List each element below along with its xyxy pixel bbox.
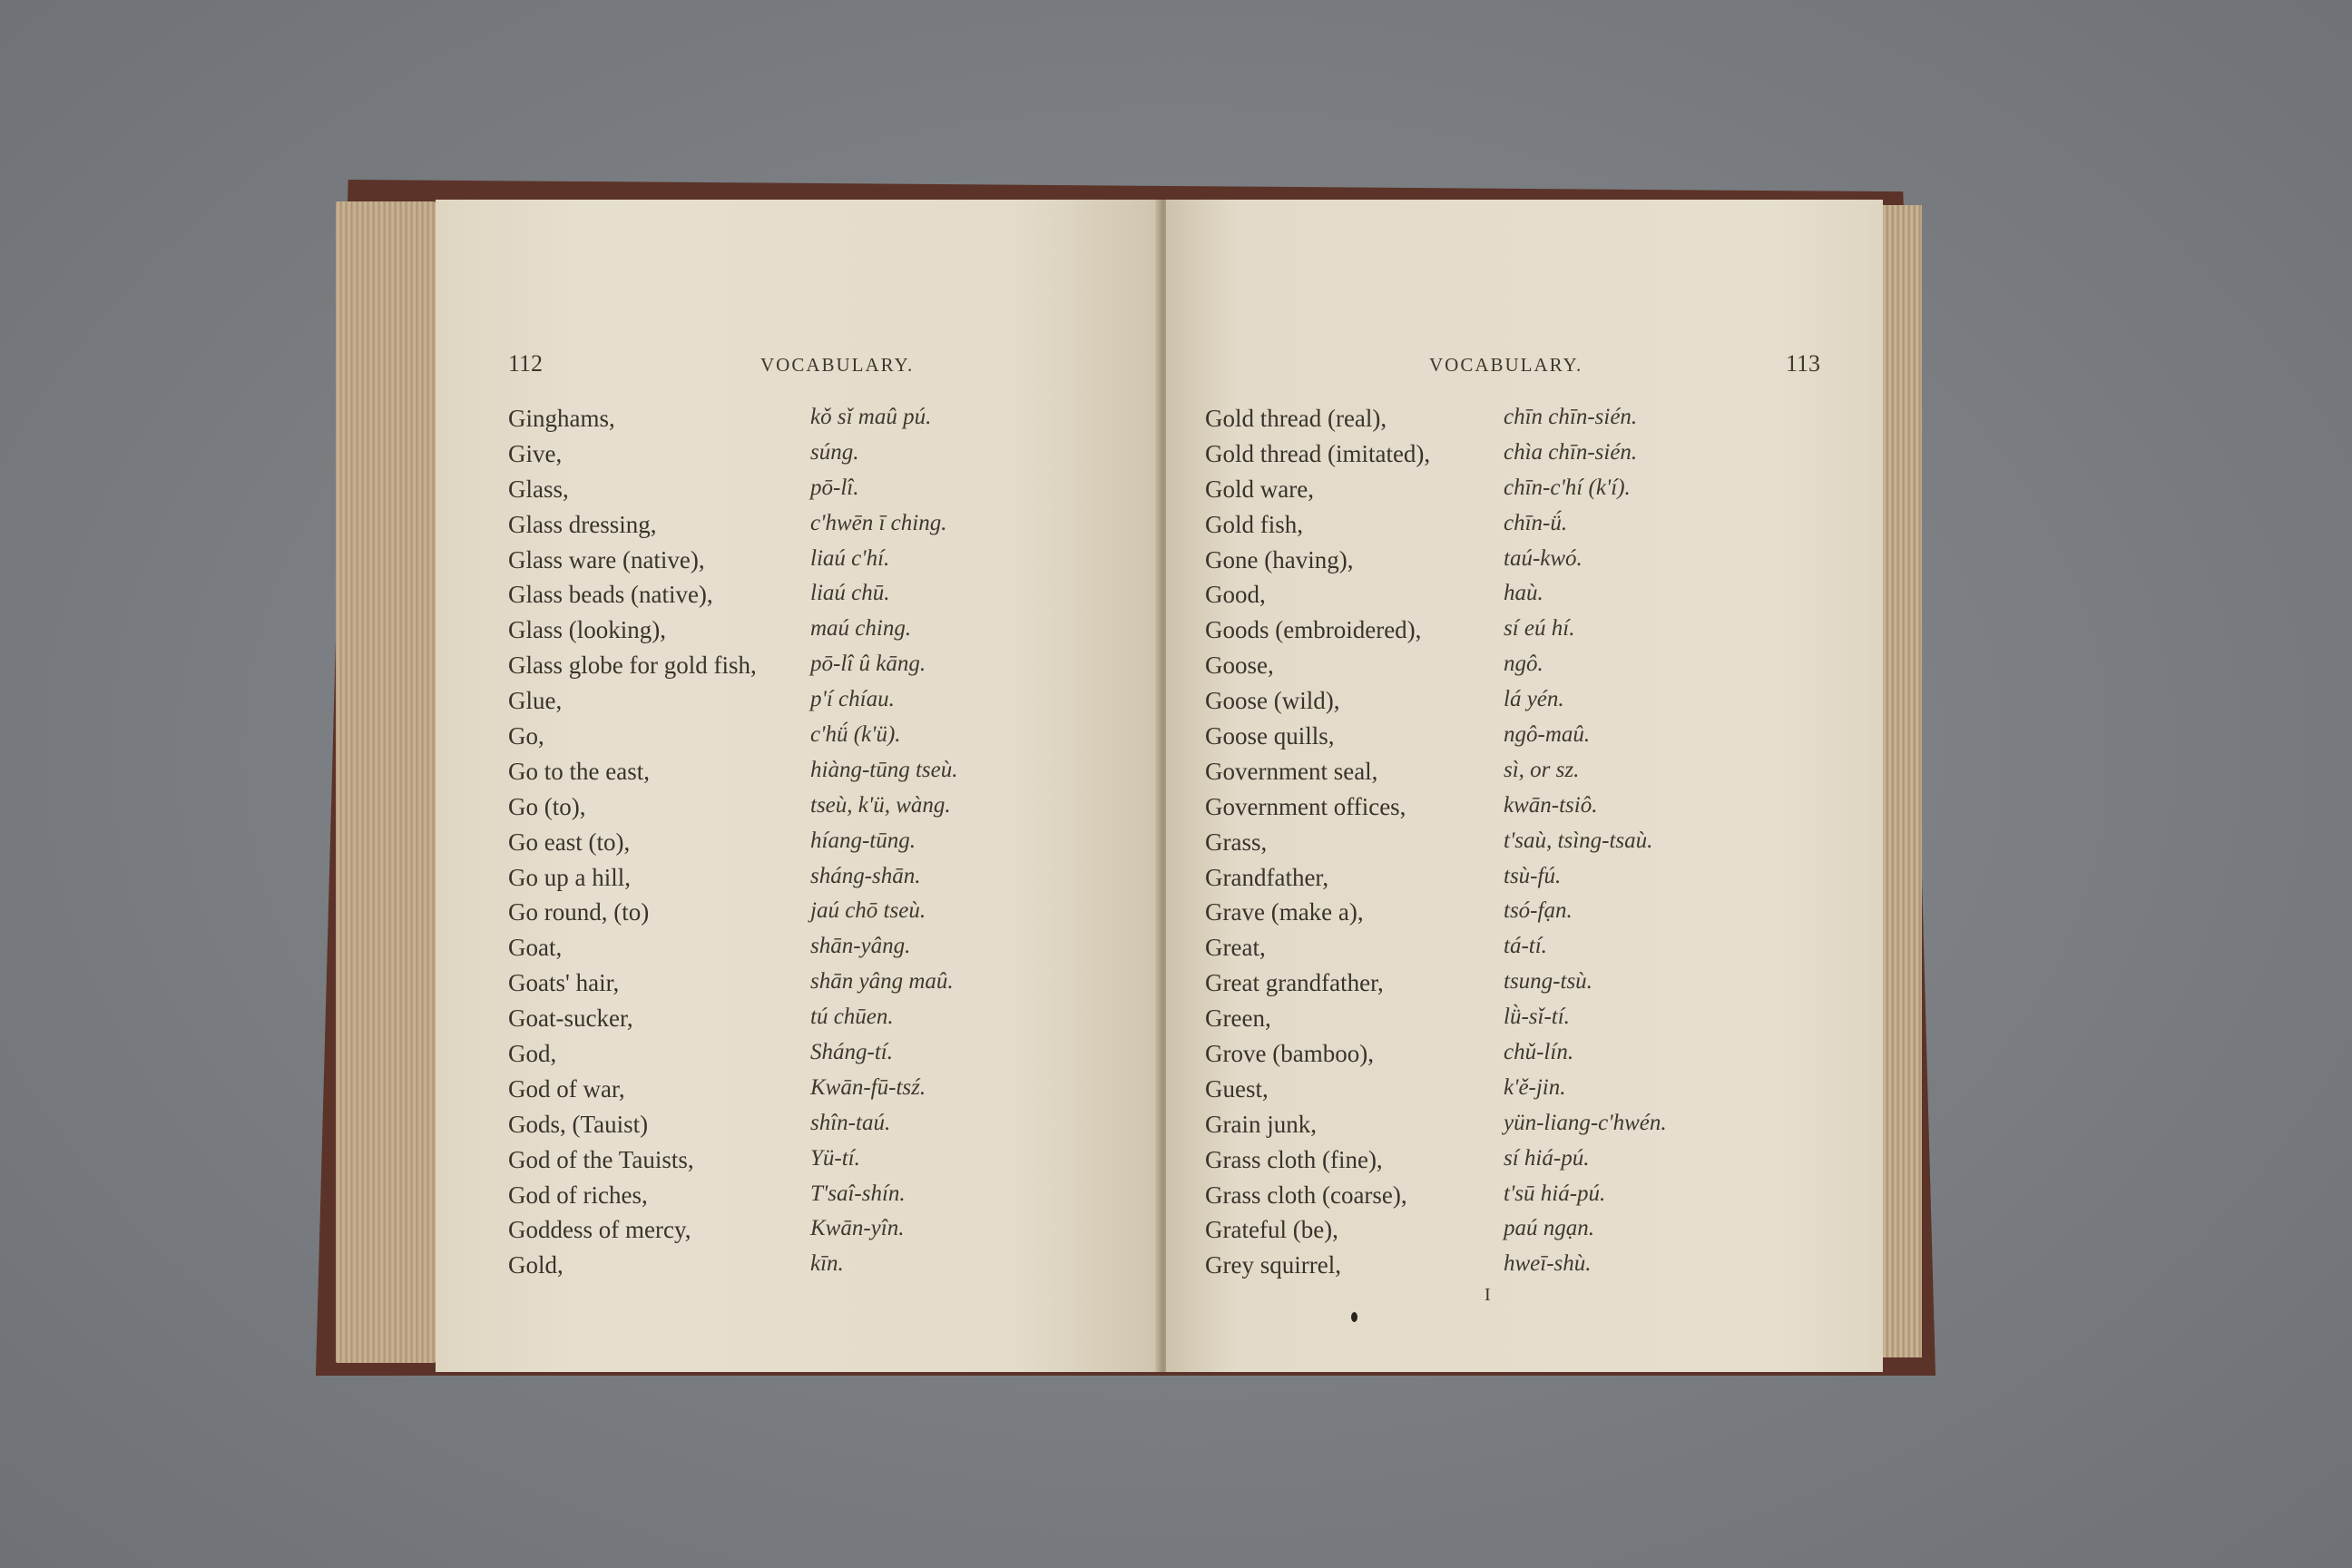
chinese-romanization: ngô. [1504, 652, 1544, 677]
right-page [1166, 200, 1883, 1372]
chinese-romanization: súng. [810, 439, 859, 465]
english-term: God of war, [508, 1074, 625, 1102]
vocabulary-entry [1205, 616, 1883, 652]
chinese-romanization: híang-tūng. [810, 828, 916, 853]
vocabulary-entry [1205, 1216, 1883, 1251]
chinese-romanization: c'hwēn ī ching. [810, 510, 947, 535]
vocabulary-entry [508, 581, 1161, 616]
vocabulary-entry [508, 1040, 1161, 1075]
english-term: Green, [1205, 1004, 1271, 1033]
english-term: Government seal, [1205, 757, 1378, 785]
vocabulary-entry [508, 1075, 1161, 1111]
chinese-romanization: p'í chíau. [810, 687, 895, 712]
vocabulary-entry [508, 1216, 1161, 1251]
vocabulary-entry [1205, 1111, 1883, 1146]
vocabulary-list-right [1205, 405, 1883, 1287]
vocabulary-entry [1205, 898, 1883, 934]
chinese-romanization: tsung-tsù. [1504, 969, 1592, 995]
vocabulary-entry [508, 652, 1161, 687]
vocabulary-entry [508, 864, 1161, 899]
chinese-romanization: sí eú hí. [1504, 616, 1575, 642]
english-term: Gold thread (imitated), [1205, 439, 1431, 467]
chinese-romanization: t'sū hiá-pú. [1504, 1181, 1606, 1206]
english-term: Goose (wild), [1205, 687, 1340, 715]
chinese-romanization: sì, or sz. [1504, 757, 1580, 782]
english-term: Goose, [1205, 652, 1274, 680]
english-term: Gone (having), [1205, 545, 1354, 573]
english-term: Good, [1205, 581, 1266, 609]
vocabulary-entry [508, 511, 1161, 546]
chinese-romanization: chīn chīn-sién. [1504, 405, 1638, 429]
chinese-romanization: Kwān-yîn. [810, 1216, 905, 1241]
ink-spot [1351, 1312, 1357, 1322]
english-term: Glass dressing, [508, 510, 657, 538]
vocabulary-entry [1205, 722, 1883, 758]
chinese-romanization: shîn-taú. [810, 1110, 891, 1135]
page-number-right: 113 [1786, 350, 1821, 377]
english-term: Go round, (to) [508, 898, 650, 926]
vocabulary-entry [1205, 969, 1883, 1004]
english-term: Goats' hair, [508, 969, 620, 997]
vocabulary-entry [1205, 934, 1883, 969]
chinese-romanization: kīn. [810, 1251, 844, 1277]
vocabulary-entry [1205, 652, 1883, 687]
english-term: Gold thread (real), [1205, 405, 1387, 432]
vocabulary-entry [1205, 511, 1883, 546]
english-term: Goddess of mercy, [508, 1216, 691, 1244]
english-term: Grateful (be), [1205, 1216, 1338, 1244]
vocabulary-entry [1205, 475, 1883, 511]
chinese-romanization: chǔ-lín. [1504, 1040, 1574, 1065]
vocabulary-entry [508, 828, 1161, 864]
signature-mark: I [1485, 1285, 1491, 1305]
chinese-romanization: tú chūen. [810, 1004, 894, 1030]
chinese-romanization: T'saî-shín. [810, 1181, 906, 1206]
vocabulary-entry [1205, 758, 1883, 793]
english-term: Grass cloth (coarse), [1205, 1181, 1407, 1209]
open-book [316, 180, 1936, 1376]
vocabulary-entry [508, 793, 1161, 828]
chinese-romanization: shān-yâng. [810, 934, 911, 959]
vocabulary-entry [1205, 405, 1883, 440]
vocabulary-entry [508, 1146, 1161, 1181]
chinese-romanization: chìa chīn-sién. [1504, 439, 1638, 465]
left-page-edges [336, 201, 436, 1363]
vocabulary-entry [508, 687, 1161, 722]
english-term: Goods (embroidered), [1205, 616, 1422, 644]
chinese-romanization: jaú chō tseù. [810, 898, 926, 924]
english-term: Glass beads (native), [508, 581, 713, 609]
vocabulary-entry [1205, 1251, 1883, 1287]
chinese-romanization: tsó-fạn. [1504, 898, 1573, 924]
english-term: Go to the east, [508, 757, 650, 785]
vocabulary-entry [1205, 1004, 1883, 1040]
chinese-romanization: paú ngạn. [1504, 1216, 1594, 1241]
english-term: Glass ware (native), [508, 545, 705, 573]
vocabulary-entry [1205, 440, 1883, 475]
english-term: Grass cloth (fine), [1205, 1145, 1383, 1173]
chinese-romanization: Kwān-fū-tsź. [810, 1074, 926, 1100]
english-term: Go (to), [508, 792, 586, 820]
chinese-romanization: hiàng-tūng tseù. [810, 757, 958, 782]
english-term: Glass (looking), [508, 616, 666, 644]
vocabulary-entry [1205, 1075, 1883, 1111]
english-term: Gold ware, [1205, 475, 1314, 503]
vocabulary-entry [508, 934, 1161, 969]
chinese-romanization: kǒ sǐ maû pú. [810, 405, 932, 429]
english-term: Great, [1205, 934, 1266, 962]
english-term: Glue, [508, 687, 563, 715]
english-term: Grave (make a), [1205, 898, 1364, 926]
english-term: Grass, [1205, 828, 1268, 856]
chinese-romanization: c'hǘ (k'ü). [810, 722, 901, 748]
chinese-romanization: yün-liang-c'hwén. [1504, 1110, 1667, 1135]
chinese-romanization: Yü-tí. [810, 1145, 860, 1171]
english-term: Gods, (Tauist) [508, 1110, 649, 1138]
english-term: Grove (bamboo), [1205, 1040, 1374, 1068]
english-term: Glass, [508, 475, 569, 503]
vocabulary-entry [1205, 793, 1883, 828]
chinese-romanization: shān yâng maû. [810, 969, 954, 995]
vocabulary-entry [1205, 581, 1883, 616]
page-number-left: 112 [508, 350, 544, 377]
vocabulary-entry [508, 440, 1161, 475]
vocabulary-entry [508, 546, 1161, 582]
chinese-romanization: pō-lî. [810, 475, 859, 500]
vocabulary-entry [1205, 1146, 1883, 1181]
vocabulary-entry [1205, 864, 1883, 899]
english-term: Goat-sucker, [508, 1004, 633, 1033]
chinese-romanization: chīn-c'hí (k'í). [1504, 475, 1631, 500]
english-term: Go east (to), [508, 828, 631, 856]
english-term: Go up a hill, [508, 863, 631, 891]
vocabulary-entry [508, 405, 1161, 440]
chinese-romanization: pō-lî û kāng. [810, 652, 926, 677]
english-term: Goose quills, [1205, 722, 1335, 750]
chinese-romanization: liaú c'hí. [810, 545, 890, 571]
chinese-romanization: kwān-tsiô. [1504, 792, 1598, 818]
running-header-left: VOCABULARY. [760, 354, 915, 376]
chinese-romanization: liaú chū. [810, 581, 890, 606]
english-term: God, [508, 1040, 557, 1068]
chinese-romanization: tsù-fú. [1504, 863, 1562, 888]
right-page-edges [1877, 205, 1922, 1357]
chinese-romanization: maú ching. [810, 616, 912, 642]
chinese-romanization: lǜ-sǐ-tí. [1504, 1004, 1570, 1030]
chinese-romanization: ngô-maû. [1504, 722, 1591, 748]
vocabulary-entry [508, 898, 1161, 934]
chinese-romanization: tá-tí. [1504, 934, 1547, 959]
vocabulary-entry [1205, 828, 1883, 864]
chinese-romanization: sí hiá-pú. [1504, 1145, 1590, 1171]
english-term: God of the Tauists, [508, 1145, 694, 1173]
vocabulary-entry [508, 1004, 1161, 1040]
english-term: Goat, [508, 934, 563, 962]
english-term: Gold, [508, 1251, 564, 1279]
chinese-romanization: t'saù, tsìng-tsaù. [1504, 828, 1653, 853]
vocabulary-entry [1205, 687, 1883, 722]
vocabulary-entry [508, 1181, 1161, 1217]
english-term: Grain junk, [1205, 1110, 1317, 1138]
english-term: Great grandfather, [1205, 969, 1384, 997]
chinese-romanization: tseù, k'ü, wàng. [810, 792, 951, 818]
english-term: Guest, [1205, 1074, 1269, 1102]
english-term: Grey squirrel, [1205, 1251, 1341, 1279]
english-term: Grandfather, [1205, 863, 1329, 891]
chinese-romanization: chīn-ǘ. [1504, 510, 1568, 535]
chinese-romanization: lá yén. [1504, 687, 1564, 712]
vocabulary-entry [508, 1251, 1161, 1287]
chinese-romanization: Sháng-tí. [810, 1040, 893, 1065]
chinese-romanization: k'ě-jin. [1504, 1074, 1566, 1100]
english-term: Give, [508, 439, 563, 467]
english-term: Gold fish, [1205, 510, 1303, 538]
left-page [436, 200, 1161, 1372]
english-term: Go, [508, 722, 544, 750]
vocabulary-entry [508, 616, 1161, 652]
english-term: Glass globe for gold fish, [508, 652, 757, 680]
vocabulary-entry [508, 758, 1161, 793]
running-header-right: VOCABULARY. [1429, 354, 1583, 376]
vocabulary-list-left [508, 405, 1161, 1287]
chinese-romanization: haù. [1504, 581, 1544, 606]
vocabulary-entry [508, 969, 1161, 1004]
vocabulary-entry [1205, 1181, 1883, 1217]
vocabulary-entry [1205, 546, 1883, 582]
english-term: Government offices, [1205, 792, 1406, 820]
english-term: God of riches, [508, 1181, 648, 1209]
chinese-romanization: taú-kwó. [1504, 545, 1583, 571]
vocabulary-entry [508, 475, 1161, 511]
vocabulary-entry [1205, 1040, 1883, 1075]
vocabulary-entry [508, 1111, 1161, 1146]
chinese-romanization: sháng-shān. [810, 863, 921, 888]
vocabulary-entry [508, 722, 1161, 758]
english-term: Ginghams, [508, 405, 615, 432]
chinese-romanization: hweī-shù. [1504, 1251, 1592, 1277]
